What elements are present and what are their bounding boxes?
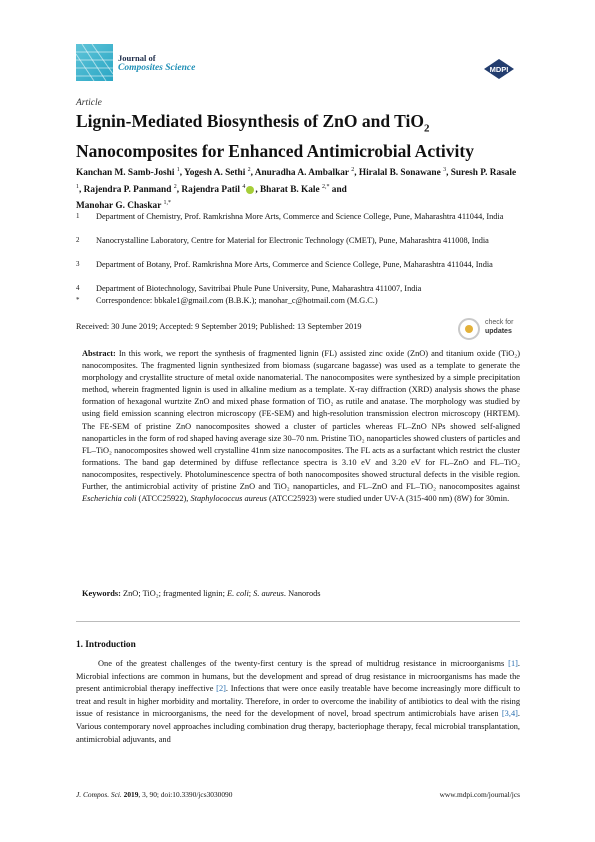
keywords: Keywords: ZnO; TiO₂; fragmented lignin; E. coli; S. aureus. Nanorods: [82, 589, 321, 598]
affiliation: 2 Nanocrystalline Laboratory, Centre for Material for Electronic Technology (CMET), Pune, Maharashtra 411008, India: [76, 236, 489, 245]
author[interactable]: Anuradha A. Ambalkar $^2$: [254, 167, 355, 179]
author[interactable]: Bharat B. Kale $^{2,*}$: [259, 183, 330, 195]
check-for-updates-button[interactable]: check for updates: [458, 316, 528, 344]
publication-dates: Received: 30 June 2019; Accepted: 9 September 2019; Published: 13 September 2019: [76, 322, 362, 331]
affiliation: 1 Department of Chemistry, Prof. Ramkrishna More Arts, Commerce and Science College, Pune, Maharashtra 411044, India: [76, 212, 504, 221]
title-part2: Nanocomposites for Enhanced Antimicrobial Activity: [76, 140, 474, 161]
abstract: Abstract: In this work, we report the synthesis of fragmented lignin (FL) assisted zinc oxide (ZnO) and titanium oxide (TiO₂) nanocomposites. The fragmented lignin synthesized from biomass (sugarcane bagasse) was used as a template to generate the morphology and crystallite structure of metal oxide nanomaterial. The nanocomposites were synthesized by a simple precipitation method, wherein fragmented lignin is used in alkaline medium as a template. X-ray diffraction (XRD) analysis shows the phase formation of hexagonal wurtzite ZnO and mixed phase formation of TiO₂ as rutile and anatase. The morphology was studied by using field emission scanning electron microscopy (FE-SEM) and high-resolution transmission electron microscopy (HRTEM). The FE-SEM of pristine ZnO nanocomposites showed a cluster of particles whereas FL–ZnO NPs showed self-aligned nanoparticles in the form of rod shaped having average size 30–70 nm. Pristine TiO₂ nanoparticles showed clusters of particles and FL–TiO₂ nanocomposites showed well crystalline 41nm size nanocomposites. The FL acts as a surfactant which restrict the cluster formations. The band gap determined by diffuse reflectance spectra is 3.10 eV and 3.20 eV for FL–ZnO and FL–TiO₂ nanocomposites, respectively. Photoluminescence spectra of both nanocomposites showed structural defects in the visible region. Further, the antimicrobial activity of pristine ZnO and TiO₂ nanoparticles, and FL–ZnO and FL–TiO₂ nanocomposites against Escherichia coli (ATCC25922), Staphylococcus aureus (ATCC25923) were studied under UV-A (315-400 nm) (8W) for 30min.: [82, 349, 520, 504]
journal-name: [118, 53, 195, 73]
author[interactable]: Rajendra Patil $^4$: [181, 185, 255, 195]
section-divider: [76, 621, 520, 622]
journal-logo: [76, 44, 113, 81]
citation-link[interactable]: [3,4]: [501, 709, 518, 719]
affiliation: 3 Department of Botany, Prof. Ramkrishna More Arts, Commerce and Science College, Pune, Maharashtra 411044, India: [76, 260, 493, 269]
author[interactable]: Rajendra P. Panmand $^2$: [83, 183, 177, 195]
abstract-label: Abstract:: [82, 349, 116, 358]
author[interactable]: Hiralal B. Sonawane $^3$: [358, 167, 447, 179]
author[interactable]: Manohar G. Chaskar $^{1,*}$: [76, 200, 171, 212]
title-part1: Lignin-Mediated Biosynthesis of ZnO and TiO: [76, 111, 424, 131]
author[interactable]: Suresh P. Rasale $^1$: [76, 168, 517, 190]
title-subscript: 2: [423, 122, 430, 135]
citation-link[interactable]: [1]: [508, 659, 518, 668]
article-type: Article: [76, 98, 102, 108]
section-heading: 1. Introduction: [76, 640, 136, 650]
author[interactable]: Yogesh A. Sethi $^2$: [184, 167, 251, 179]
journal-name-line1: Journal of: [118, 53, 156, 63]
citation-footer: J. Compos. Sci. 2019, 3, 90; doi:10.3390/jcs3030090: [76, 790, 233, 799]
author-list: Kanchan M. Samb-Joshi $^1$, Yogesh A. Sethi $^2$, Anuradha A. Ambalkar $^2$, Hiralal B. Sonawane $^3$, Suresh P. Rasale $^1$, Rajendra P. Panmand $^2$, Rajendra Patil $^4$ , Bharat B. Kale $^{2,*}$ and Manohar G. Chaskar $^{1,*}$: [76, 167, 517, 212]
orcid-icon[interactable]: [246, 186, 254, 194]
author[interactable]: Kanchan M. Samb-Joshi $^1$: [76, 167, 180, 179]
correspondence: * Correspondence: bbkale1@gmail.com (B.B.K.); manohar_c@hotmail.com (M.G.C.): [76, 296, 378, 305]
publisher-label: MDPI: [489, 65, 509, 74]
journal-url[interactable]: www.mdpi.com/journal/jcs: [439, 790, 520, 799]
check-updates-icon: [458, 318, 480, 340]
affiliation: 4 Department of Biotechnology, Savitribai Phule Pune University, Pune, Maharashtra 411007, India: [76, 284, 422, 293]
introduction-paragraph: One of the greatest challenges of the twenty-first century is the spread of multidrug resistance in microorganisms [1]. Microbial infections are common in humans, but the development and spread of drug resistance in microorganisms has made the present antimicrobial therapy ineffective [2]. Infections that were once easily treatable have become increasingly more difficult to treat and result in higher morbidity and mortality. Therefore, in order to overcome the inability of antibiotics to deal with the rising issue of resistance in microorganisms, the need for the development of novel, broad spectrum antimicrobials have arisen [3,4]. Various contemporary novel approaches including combination drug therapy, bacteriophage therapy, fecal microbial transplantation, antimicrobial adjuvants, and: [76, 659, 520, 744]
keywords-label: Keywords:: [82, 589, 121, 598]
paper-title: [76, 110, 536, 162]
mdpi-logo: [482, 58, 516, 80]
citation-link[interactable]: [2]: [216, 684, 226, 694]
journal-name-line2: Composites Science: [118, 63, 196, 73]
